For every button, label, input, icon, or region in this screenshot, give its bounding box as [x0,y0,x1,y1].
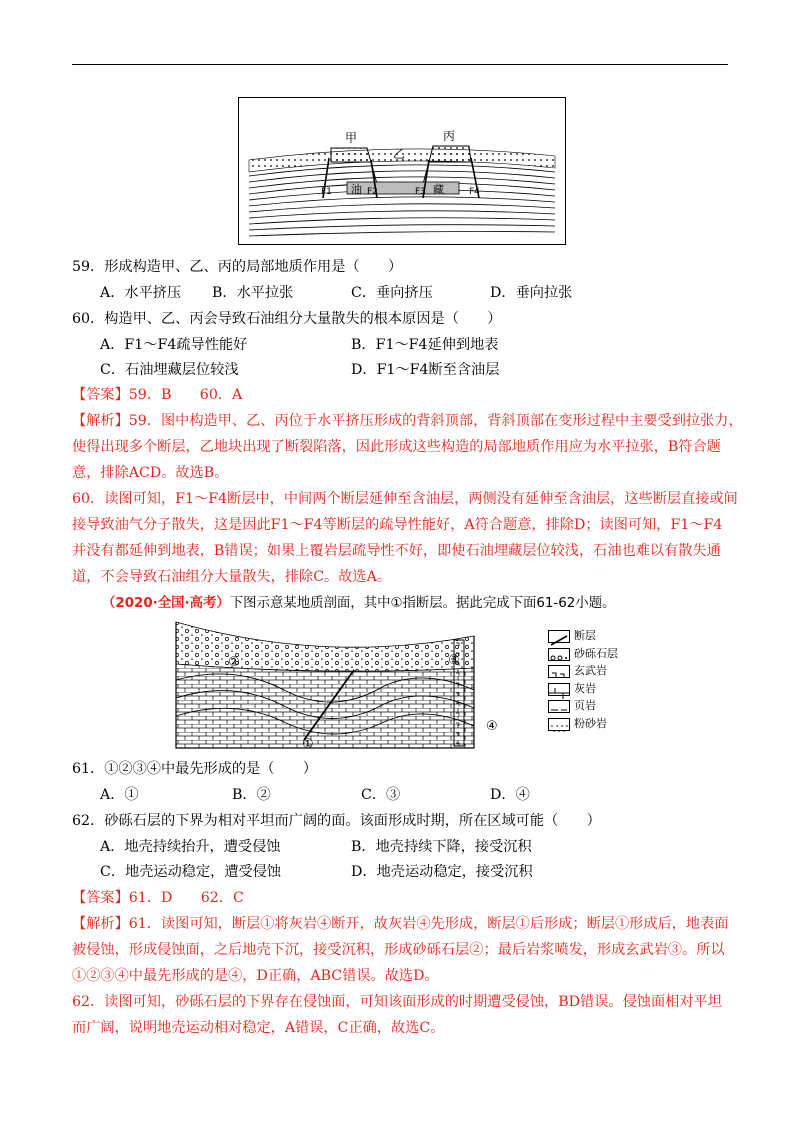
mark-2: ② [228,655,240,670]
analysis2-line: ①②③④中最先形成的是④，D正确，ABC错误。故选D。 [72,968,439,984]
label-reservoir: 藏 [433,183,444,196]
analysis2-line: 【解析】61．读图可知，断层①将灰岩④断开，故灰岩④先形成，断层①后形成；断层①形成后，地表面 [72,916,729,932]
q62-option-c: C．地壳运动稳定，遭受侵蚀 [100,864,282,880]
label-oil: 油 [351,183,362,196]
mark-3: ③ [448,653,460,668]
answer-label: 【答案】 [72,890,129,906]
source-line [102,594,615,614]
geologic-section-figure [174,620,544,750]
oil-reservoir-diagram [239,98,565,244]
analysis1-line: 接导致油气分子散失，这是因此F1～F4等断层的疏导性能好，A符合题意，排除D；读图可知，F1～F4 [72,517,723,533]
label-f4: F4 [469,187,480,197]
fault-swatch [548,630,570,643]
geologic-section-diagram [174,620,544,750]
label-bing: 丙 [443,129,456,143]
label-f3: F3 [415,187,426,197]
q61-option-d: D．④ [490,787,530,803]
q62-option-d: D．地壳运动稳定，接受沉积 [351,864,533,880]
source-text: 下图示意某地质剖面，其中①指断层。据此完成下面61-62小题。 [229,596,616,611]
oil-reservoir-figure [238,97,566,245]
q60-option-c: C．石油埋藏层位较浅 [100,362,239,378]
basalt-swatch [548,665,570,678]
label-f1: F1 [321,187,332,197]
shale-swatch [548,700,570,713]
q59-stem: 59．形成构造甲、乙、丙的局部地质作用是（ ） [72,259,403,275]
q61-option-a: A．① [100,787,139,803]
siltstone-swatch [548,718,570,731]
q61-option-c: C．③ [361,787,401,803]
q62-stem: 62．砂砾石层的下界为相对平坦而广阔的面。该面形成时期，所在区域可能（ ） [72,813,601,829]
q60-option-a: A．F1～F4疏导性能好 [100,337,248,353]
analysis2-line: 而广阔，说明地壳运动相对稳定，A错误，C正确，故选C。 [72,1020,445,1036]
analysis1-line: 使得出现多个断层，乙地块出现了断裂陷落，因此形成这些构造的局部地质作用应为水平拉张，B符合题 [72,439,721,455]
analysis2-line: 被侵蚀，形成侵蚀面，之后地壳下沉，接受沉积，形成砂砾石层②；最后岩浆喷发，形成玄武岩③。所以 [72,942,725,958]
label-yi: 乙 [393,147,406,161]
analysis1-line: 【解析】59．图中构造甲、乙、丙位于水平挤压形成的背斜顶部，背斜顶部在变形过程中主要受到拉张力， [72,413,743,429]
answer-block-1 [72,385,242,405]
answer-label: 【答案】 [72,387,129,403]
q59-option-a: A．水平挤压 [100,285,182,301]
q59-option-c: C．垂向挤压 [351,285,433,301]
limestone-swatch [548,683,570,696]
source-tag: （2020·全国·高考） [102,596,230,611]
q60-option-b: B．F1～F4延伸到地表 [351,337,499,353]
answer-text: 59．B 60．A [128,387,243,403]
analysis1-line: 60．读图可知，F1～F4断层中，中间两个断层延伸至含油层，两侧没有延伸至含油层，这些断层直接或间 [72,491,738,507]
mark-1: ① [302,737,314,750]
q62-option-a: A．地壳持续抬升，遭受侵蚀 [100,839,281,855]
q59-option-b: B．水平拉张 [212,285,294,301]
q61-option-b: B．② [232,787,271,803]
label-f2: F2 [367,187,378,197]
q61-stem: 61．①②③④中最先形成的是（ ） [72,761,318,777]
label-jia: 甲 [345,131,358,145]
analysis1-line: 并没有都延伸到地表，B错误；如果上覆岩层疏导性不好，即使石油埋藏层位较浅，石油也难以有散失通 [72,543,721,559]
analysis1-line: 道，不会导致石油组分大量散失，排除C。故选A。 [72,569,392,585]
q60-option-d: D．F1～F4断至含油层 [351,362,500,378]
answer-text: 61．D 62．C [128,890,244,906]
q60-stem: 60．构造甲、乙、丙会导致石油组分大量散失的根本原因是（ ） [72,311,502,327]
gravel-swatch [548,648,570,661]
q59-option-d: D．垂向拉张 [490,285,573,301]
q62-option-b: B．地壳持续下降，接受沉积 [351,839,532,855]
header-rule [72,64,728,65]
analysis2-line: 62．读图可知，砂砾石层的下界存在侵蚀面，可知该面形成的时期遭受侵蚀，BD错误。侵蚀面相对平坦 [72,994,722,1010]
mark-4: ④ [486,719,498,734]
analysis1-line: 意，排除ACD。故选B。 [72,465,229,481]
answer-block-2 [72,888,244,908]
